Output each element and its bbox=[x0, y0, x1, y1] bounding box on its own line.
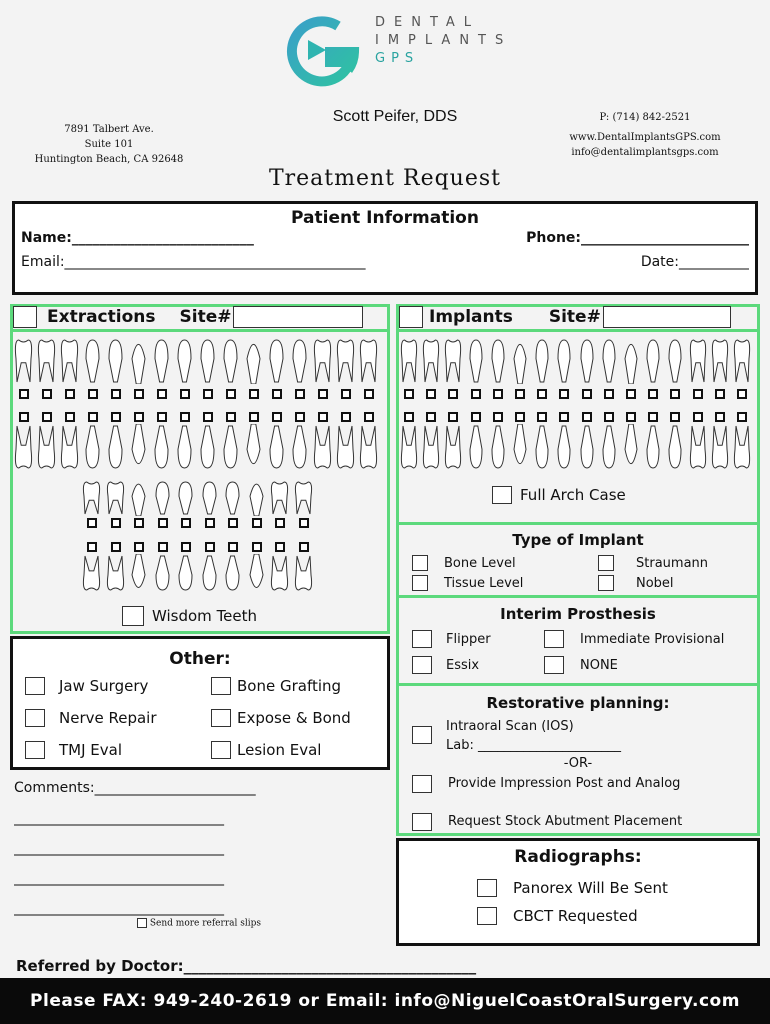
extractions-label: Extractions bbox=[47, 306, 156, 327]
lesion-eval-option bbox=[211, 741, 321, 759]
imp-adult-upper-tooth-checkbox-5[interactable] bbox=[493, 389, 503, 399]
cbct-label: CBCT Requested bbox=[513, 907, 638, 925]
ext-adult-upper-tooth-5 bbox=[106, 338, 125, 384]
ext-adult-lower-tooth-checkbox-15[interactable] bbox=[341, 412, 351, 422]
imp-adult-lower-tooth-8 bbox=[555, 424, 573, 470]
imp-adult-upper-tooth-7 bbox=[533, 338, 551, 384]
ext-adult-upper-tooth-checkbox-8[interactable] bbox=[180, 389, 190, 399]
imp-adult-upper-tooth-5 bbox=[489, 338, 507, 384]
ios-label: Intraoral Scan (IOS) bbox=[446, 719, 574, 734]
abutment-checkbox[interactable] bbox=[412, 813, 432, 831]
primary-lower-tooth-4 bbox=[153, 554, 172, 592]
clinic-contact: P: (714) 842-2521 www.DentalImplantsGPS.com info@dentalimplantsgps.com bbox=[569, 112, 721, 158]
flipper-checkbox[interactable] bbox=[412, 630, 432, 648]
imp-adult-upper-tooth-4 bbox=[467, 338, 485, 384]
imp-adult-upper-tooth-12 bbox=[644, 338, 662, 384]
referred-by-field[interactable]: Referred by Doctor:_______________________________________ bbox=[16, 957, 477, 975]
imp-adult-lower-tooth-checkbox-9[interactable] bbox=[582, 412, 592, 422]
ext-adult-lower-tooth-checkbox-11[interactable] bbox=[249, 412, 259, 422]
imp-adult-upper-tooth-checkbox-4[interactable] bbox=[471, 389, 481, 399]
bone-grafting-label: Bone Grafting bbox=[237, 677, 342, 695]
ext-adult-lower-tooth-1 bbox=[14, 424, 33, 470]
bone-level-label: Bone Level bbox=[444, 555, 516, 571]
imp-adult-upper-tooth-checkbox-11[interactable] bbox=[626, 389, 636, 399]
ext-adult-lower-tooth-checkbox-10[interactable] bbox=[226, 412, 236, 422]
imp-adult-upper-tooth-11 bbox=[622, 338, 640, 384]
comments-line-4[interactable]: ______________________________ bbox=[14, 900, 224, 916]
wisdom-teeth-checkbox[interactable] bbox=[122, 606, 144, 626]
jaw-surgery-label: Jaw Surgery bbox=[59, 677, 149, 695]
interim-heading: Interim Prosthesis bbox=[500, 605, 656, 623]
imp-adult-lower-tooth-9 bbox=[578, 424, 596, 470]
primary-lower-tooth-checkbox-6[interactable] bbox=[205, 542, 215, 552]
comments-field[interactable]: Comments:_______________________ bbox=[14, 780, 256, 796]
imp-adult-lower-tooth-6 bbox=[511, 424, 529, 470]
imp-adult-lower-tooth-1 bbox=[400, 424, 418, 470]
imp-adult-upper-tooth-13 bbox=[666, 338, 684, 384]
primary-upper-tooth-checkbox-3[interactable] bbox=[134, 518, 144, 528]
straumann-label: Straumann bbox=[636, 555, 709, 571]
ext-adult-upper-tooth-13 bbox=[290, 338, 309, 384]
implant-adult-chart bbox=[400, 338, 756, 468]
imp-adult-lower-tooth-checkbox-15[interactable] bbox=[715, 412, 725, 422]
imp-adult-upper-tooth-checkbox-10[interactable] bbox=[604, 389, 614, 399]
imp-adult-lower-tooth-5 bbox=[489, 424, 507, 470]
implants-checkbox[interactable] bbox=[399, 306, 423, 328]
imp-adult-lower-tooth-13 bbox=[666, 424, 684, 470]
nerve-repair-option bbox=[25, 709, 157, 727]
ext-adult-lower-tooth-checkbox-4[interactable] bbox=[88, 412, 98, 422]
ext-adult-upper-tooth-checkbox-1[interactable] bbox=[19, 389, 29, 399]
imp-adult-upper-tooth-checkbox-13[interactable] bbox=[670, 389, 680, 399]
ext-adult-lower-tooth-checkbox-6[interactable] bbox=[134, 412, 144, 422]
bone-level-option bbox=[412, 555, 516, 571]
ext-adult-upper-tooth-checkbox-5[interactable] bbox=[111, 389, 121, 399]
imp-adult-upper-tooth-checkbox-12[interactable] bbox=[648, 389, 658, 399]
imp-adult-upper-tooth-checkbox-2[interactable] bbox=[426, 389, 436, 399]
tissue-level-checkbox[interactable] bbox=[412, 575, 428, 591]
email-field[interactable]: Email:___________________________________________ bbox=[21, 254, 366, 270]
primary-lower-tooth-9 bbox=[270, 554, 289, 592]
panorex-option bbox=[477, 879, 668, 897]
expose-bond-option bbox=[211, 709, 351, 727]
primary-lower-tooth-checkbox-9[interactable] bbox=[275, 542, 285, 552]
logo-wordmark: DENTAL IMPLANTS GPS bbox=[375, 15, 513, 66]
primary-upper-tooth-3 bbox=[129, 480, 148, 516]
imp-adult-lower-tooth-checkbox-5[interactable] bbox=[493, 412, 503, 422]
ext-adult-upper-tooth-checkbox-3[interactable] bbox=[65, 389, 75, 399]
ext-adult-lower-tooth-2 bbox=[37, 424, 56, 470]
ext-adult-upper-tooth-checkbox-9[interactable] bbox=[203, 389, 213, 399]
ext-adult-lower-tooth-8 bbox=[175, 424, 194, 470]
primary-upper-tooth-checkbox-5[interactable] bbox=[181, 518, 191, 528]
immediate-provisional-label: Immediate Provisional bbox=[580, 631, 725, 647]
ext-adult-lower-tooth-checkbox-8[interactable] bbox=[180, 412, 190, 422]
implant-type-heading: Type of Implant bbox=[512, 531, 644, 549]
ext-adult-lower-tooth-5 bbox=[106, 424, 125, 470]
primary-upper-tooth-checkbox-6[interactable] bbox=[205, 518, 215, 528]
primary-upper-tooth-9 bbox=[270, 480, 289, 516]
impression-label: Provide Impression Post and Analog bbox=[448, 776, 681, 791]
primary-upper-tooth-5 bbox=[176, 480, 195, 516]
interim-prosthesis-section bbox=[396, 595, 760, 685]
ext-adult-upper-tooth-7 bbox=[152, 338, 171, 384]
imp-adult-lower-tooth-checkbox-2[interactable] bbox=[426, 412, 436, 422]
primary-upper-tooth-checkbox-8[interactable] bbox=[252, 518, 262, 528]
imp-adult-upper-tooth-6 bbox=[511, 338, 529, 384]
full-arch-checkbox[interactable] bbox=[492, 486, 512, 504]
straumann-option bbox=[598, 555, 708, 571]
ext-adult-upper-tooth-12 bbox=[267, 338, 286, 384]
ext-adult-upper-tooth-8 bbox=[175, 338, 194, 384]
jaw-surgery-checkbox[interactable] bbox=[25, 677, 45, 695]
extractions-header bbox=[10, 304, 390, 332]
expose-bond-label: Expose & Bond bbox=[237, 709, 351, 727]
primary-lower-tooth-1 bbox=[82, 554, 101, 592]
other-box bbox=[10, 636, 390, 770]
essix-label: Essix bbox=[446, 657, 480, 673]
patient-info-heading: Patient Information bbox=[291, 208, 479, 228]
imp-adult-upper-tooth-8 bbox=[555, 338, 573, 384]
ios-checkbox[interactable] bbox=[412, 726, 432, 744]
imp-adult-lower-tooth-16 bbox=[733, 424, 751, 470]
ext-adult-upper-tooth-checkbox-6[interactable] bbox=[134, 389, 144, 399]
panorex-label: Panorex Will Be Sent bbox=[513, 879, 668, 897]
ext-adult-upper-tooth-11 bbox=[244, 338, 263, 384]
implants-header bbox=[396, 304, 760, 332]
ext-adult-upper-tooth-checkbox-14[interactable] bbox=[318, 389, 328, 399]
imp-adult-lower-tooth-checkbox-10[interactable] bbox=[604, 412, 614, 422]
nerve-repair-label: Nerve Repair bbox=[59, 709, 157, 727]
nobel-option bbox=[598, 575, 674, 591]
ext-adult-lower-tooth-checkbox-12[interactable] bbox=[272, 412, 282, 422]
primary-lower-tooth-checkbox-2[interactable] bbox=[111, 542, 121, 552]
imp-adult-upper-tooth-2 bbox=[422, 338, 440, 384]
extraction-primary-chart bbox=[82, 480, 318, 590]
imp-adult-lower-tooth-checkbox-16[interactable] bbox=[737, 412, 747, 422]
ext-adult-upper-tooth-4 bbox=[83, 338, 102, 384]
jaw-surgery-option bbox=[25, 677, 148, 695]
primary-upper-tooth-7 bbox=[223, 480, 242, 516]
primary-lower-tooth-6 bbox=[200, 554, 219, 592]
essix-option bbox=[412, 656, 479, 674]
imp-adult-lower-tooth-4 bbox=[467, 424, 485, 470]
ext-adult-lower-tooth-checkbox-3[interactable] bbox=[65, 412, 75, 422]
nobel-checkbox[interactable] bbox=[598, 575, 614, 591]
extractions-site-label: Site# bbox=[179, 306, 232, 327]
or-separator: -OR- bbox=[563, 756, 593, 771]
primary-lower-tooth-2 bbox=[106, 554, 125, 592]
wisdom-teeth-label: Wisdom Teeth bbox=[152, 607, 258, 625]
bone-grafting-checkbox[interactable] bbox=[211, 677, 231, 695]
tissue-level-option bbox=[412, 575, 523, 591]
nerve-repair-checkbox[interactable] bbox=[25, 709, 45, 727]
imp-adult-upper-tooth-checkbox-16[interactable] bbox=[737, 389, 747, 399]
none-option bbox=[544, 656, 618, 674]
primary-upper-tooth-2 bbox=[106, 480, 125, 516]
lab-field[interactable]: Lab: ______________________ bbox=[446, 738, 621, 753]
ext-adult-upper-tooth-checkbox-4[interactable] bbox=[88, 389, 98, 399]
ext-adult-lower-tooth-12 bbox=[267, 424, 286, 470]
implant-type-section bbox=[396, 522, 760, 598]
imp-adult-lower-tooth-checkbox-4[interactable] bbox=[471, 412, 481, 422]
ext-adult-lower-tooth-6 bbox=[129, 424, 148, 470]
other-heading: Other: bbox=[169, 649, 231, 669]
abutment-label: Request Stock Abutment Placement bbox=[448, 814, 683, 829]
imp-adult-lower-tooth-checkbox-14[interactable] bbox=[693, 412, 703, 422]
ext-adult-upper-tooth-3 bbox=[60, 338, 79, 384]
ext-adult-lower-tooth-9 bbox=[198, 424, 217, 470]
primary-lower-tooth-checkbox-10[interactable] bbox=[299, 542, 309, 552]
imp-adult-lower-tooth-checkbox-13[interactable] bbox=[670, 412, 680, 422]
primary-lower-tooth-checkbox-3[interactable] bbox=[134, 542, 144, 552]
tmj-eval-label: TMJ Eval bbox=[59, 741, 123, 759]
imp-adult-upper-tooth-9 bbox=[578, 338, 596, 384]
name-field[interactable]: Name:__________________________ bbox=[21, 230, 254, 246]
ext-adult-lower-tooth-checkbox-7[interactable] bbox=[157, 412, 167, 422]
comments-line-1[interactable]: ______________________________ bbox=[14, 810, 224, 826]
imp-adult-upper-tooth-checkbox-1[interactable] bbox=[404, 389, 414, 399]
imp-adult-upper-tooth-14 bbox=[689, 338, 707, 384]
comments-line-2[interactable]: ______________________________ bbox=[14, 840, 224, 856]
cbct-checkbox[interactable] bbox=[477, 907, 497, 925]
primary-lower-tooth-checkbox-1[interactable] bbox=[87, 542, 97, 552]
restorative-heading: Restorative planning: bbox=[486, 694, 670, 712]
primary-upper-tooth-checkbox-7[interactable] bbox=[228, 518, 238, 528]
imp-adult-lower-tooth-11 bbox=[622, 424, 640, 470]
ext-adult-lower-tooth-4 bbox=[83, 424, 102, 470]
primary-lower-tooth-checkbox-7[interactable] bbox=[228, 542, 238, 552]
lesion-eval-label: Lesion Eval bbox=[237, 741, 322, 759]
imp-adult-upper-tooth-1 bbox=[400, 338, 418, 384]
ext-adult-lower-tooth-15 bbox=[336, 424, 355, 470]
ext-adult-upper-tooth-checkbox-13[interactable] bbox=[295, 389, 305, 399]
expose-bond-checkbox[interactable] bbox=[211, 709, 231, 727]
ext-adult-upper-tooth-checkbox-15[interactable] bbox=[341, 389, 351, 399]
imp-adult-upper-tooth-checkbox-9[interactable] bbox=[582, 389, 592, 399]
imp-adult-upper-tooth-3 bbox=[444, 338, 462, 384]
primary-upper-tooth-checkbox-10[interactable] bbox=[299, 518, 309, 528]
radiographs-heading: Radiographs: bbox=[514, 847, 642, 867]
ext-adult-lower-tooth-14 bbox=[313, 424, 332, 470]
ext-adult-upper-tooth-9 bbox=[198, 338, 217, 384]
footer-fax-email: Please FAX: 949-240-2619 or Email: info@NiguelCoastOralSurgery.com bbox=[0, 978, 770, 1024]
primary-upper-tooth-8 bbox=[247, 480, 266, 516]
impression-checkbox[interactable] bbox=[412, 775, 432, 793]
full-arch-option bbox=[492, 486, 626, 504]
date-field[interactable]: Date:__________ bbox=[640, 254, 749, 270]
ext-adult-upper-tooth-checkbox-11[interactable] bbox=[249, 389, 259, 399]
primary-upper-tooth-6 bbox=[200, 480, 219, 516]
lesion-eval-checkbox[interactable] bbox=[211, 741, 231, 759]
ext-adult-lower-tooth-10 bbox=[221, 424, 240, 470]
extractions-checkbox[interactable] bbox=[13, 306, 37, 328]
ext-adult-lower-tooth-13 bbox=[290, 424, 309, 470]
panorex-checkbox[interactable] bbox=[477, 879, 497, 897]
imp-adult-upper-tooth-10 bbox=[600, 338, 618, 384]
imp-adult-lower-tooth-7 bbox=[533, 424, 551, 470]
imp-adult-upper-tooth-checkbox-14[interactable] bbox=[693, 389, 703, 399]
send-more-option bbox=[14, 918, 384, 929]
extractions-site-input[interactable] bbox=[233, 306, 363, 328]
ext-adult-upper-tooth-checkbox-12[interactable] bbox=[272, 389, 282, 399]
clinic-address: 7891 Talbert Ave. Suite 101 Huntington Beach, CA 92648 bbox=[34, 124, 184, 165]
ext-adult-upper-tooth-14 bbox=[313, 338, 332, 384]
imp-adult-lower-tooth-checkbox-1[interactable] bbox=[404, 412, 414, 422]
primary-lower-tooth-3 bbox=[129, 554, 148, 592]
ext-adult-upper-tooth-15 bbox=[336, 338, 355, 384]
ext-adult-upper-tooth-checkbox-2[interactable] bbox=[42, 389, 52, 399]
ext-adult-lower-tooth-checkbox-5[interactable] bbox=[111, 412, 121, 422]
ext-adult-lower-tooth-checkbox-1[interactable] bbox=[19, 412, 29, 422]
ext-adult-lower-tooth-checkbox-9[interactable] bbox=[203, 412, 213, 422]
ext-adult-lower-tooth-7 bbox=[152, 424, 171, 470]
primary-upper-tooth-4 bbox=[153, 480, 172, 516]
primary-lower-tooth-10 bbox=[294, 554, 313, 592]
restorative-planning-section bbox=[396, 683, 760, 836]
imp-adult-lower-tooth-2 bbox=[422, 424, 440, 470]
imp-adult-lower-tooth-15 bbox=[711, 424, 729, 470]
send-more-checkbox[interactable] bbox=[137, 918, 147, 928]
ext-adult-upper-tooth-2 bbox=[37, 338, 56, 384]
primary-upper-tooth-10 bbox=[294, 480, 313, 516]
implants-site-input[interactable] bbox=[603, 306, 731, 328]
imp-adult-lower-tooth-checkbox-6[interactable] bbox=[515, 412, 525, 422]
imp-adult-upper-tooth-16 bbox=[733, 338, 751, 384]
ext-adult-upper-tooth-checkbox-10[interactable] bbox=[226, 389, 236, 399]
radiographs-box bbox=[396, 838, 760, 946]
primary-lower-tooth-5 bbox=[176, 554, 195, 592]
ext-adult-upper-tooth-16 bbox=[359, 338, 378, 384]
imp-adult-lower-tooth-10 bbox=[600, 424, 618, 470]
tissue-level-label: Tissue Level bbox=[444, 575, 524, 591]
nobel-label: Nobel bbox=[636, 575, 674, 591]
imp-adult-upper-tooth-15 bbox=[711, 338, 729, 384]
ext-adult-lower-tooth-3 bbox=[60, 424, 79, 470]
patient-info-box bbox=[12, 201, 758, 295]
imp-adult-upper-tooth-checkbox-15[interactable] bbox=[715, 389, 725, 399]
page-title: Treatment Request bbox=[268, 166, 502, 191]
imp-adult-upper-tooth-checkbox-8[interactable] bbox=[559, 389, 569, 399]
full-arch-label: Full Arch Case bbox=[520, 486, 626, 504]
primary-lower-tooth-checkbox-4[interactable] bbox=[158, 542, 168, 552]
primary-lower-tooth-checkbox-5[interactable] bbox=[181, 542, 191, 552]
ext-adult-lower-tooth-checkbox-2[interactable] bbox=[42, 412, 52, 422]
ext-adult-lower-tooth-11 bbox=[244, 424, 263, 470]
imp-adult-upper-tooth-checkbox-7[interactable] bbox=[537, 389, 547, 399]
ext-adult-lower-tooth-16 bbox=[359, 424, 378, 470]
phone-field[interactable]: Phone:________________________ bbox=[526, 230, 749, 246]
imp-adult-lower-tooth-checkbox-3[interactable] bbox=[448, 412, 458, 422]
flipper-option bbox=[412, 630, 491, 648]
tmj-eval-checkbox[interactable] bbox=[25, 741, 45, 759]
wisdom-teeth-option bbox=[122, 606, 257, 626]
none-checkbox[interactable] bbox=[544, 656, 564, 674]
flipper-label: Flipper bbox=[446, 631, 491, 647]
primary-upper-tooth-checkbox-1[interactable] bbox=[87, 518, 97, 528]
immediate-provisional-checkbox[interactable] bbox=[544, 630, 564, 648]
ext-adult-upper-tooth-10 bbox=[221, 338, 240, 384]
straumann-checkbox[interactable] bbox=[598, 555, 614, 571]
imp-adult-lower-tooth-checkbox-11[interactable] bbox=[626, 412, 636, 422]
none-label: NONE bbox=[580, 657, 618, 673]
imp-adult-lower-tooth-checkbox-8[interactable] bbox=[559, 412, 569, 422]
comments-line-3[interactable]: ______________________________ bbox=[14, 870, 224, 886]
primary-lower-tooth-checkbox-8[interactable] bbox=[252, 542, 262, 552]
comments-section bbox=[14, 780, 384, 950]
ext-adult-lower-tooth-checkbox-14[interactable] bbox=[318, 412, 328, 422]
ext-adult-lower-tooth-checkbox-16[interactable] bbox=[364, 412, 374, 422]
ext-adult-lower-tooth-checkbox-13[interactable] bbox=[295, 412, 305, 422]
implants-label: Implants bbox=[429, 306, 513, 327]
tmj-eval-option bbox=[25, 741, 122, 759]
bone-grafting-option bbox=[211, 677, 341, 695]
send-more-label: Send more referral slips bbox=[149, 918, 261, 929]
primary-lower-tooth-8 bbox=[247, 554, 266, 592]
primary-upper-tooth-checkbox-2[interactable] bbox=[111, 518, 121, 528]
imp-adult-upper-tooth-checkbox-6[interactable] bbox=[515, 389, 525, 399]
imp-adult-lower-tooth-14 bbox=[689, 424, 707, 470]
imp-adult-lower-tooth-checkbox-7[interactable] bbox=[537, 412, 547, 422]
imp-adult-lower-tooth-3 bbox=[444, 424, 462, 470]
primary-upper-tooth-1 bbox=[82, 480, 101, 516]
imp-adult-lower-tooth-checkbox-12[interactable] bbox=[648, 412, 658, 422]
extraction-adult-chart bbox=[14, 338, 386, 468]
primary-lower-tooth-7 bbox=[223, 554, 242, 592]
primary-upper-tooth-checkbox-9[interactable] bbox=[275, 518, 285, 528]
cbct-option bbox=[477, 907, 638, 925]
essix-checkbox[interactable] bbox=[412, 656, 432, 674]
doctor-name: Scott Peifer, DDS bbox=[332, 108, 458, 125]
immediate-provisional-option bbox=[544, 630, 724, 648]
implants-site-label: Site# bbox=[548, 306, 601, 327]
ext-adult-upper-tooth-1 bbox=[14, 338, 33, 384]
ext-adult-upper-tooth-6 bbox=[129, 338, 148, 384]
imp-adult-lower-tooth-12 bbox=[644, 424, 662, 470]
primary-upper-tooth-checkbox-4[interactable] bbox=[158, 518, 168, 528]
ext-adult-upper-tooth-checkbox-16[interactable] bbox=[364, 389, 374, 399]
imp-adult-upper-tooth-checkbox-3[interactable] bbox=[448, 389, 458, 399]
ext-adult-upper-tooth-checkbox-7[interactable] bbox=[157, 389, 167, 399]
bone-level-checkbox[interactable] bbox=[412, 555, 428, 571]
